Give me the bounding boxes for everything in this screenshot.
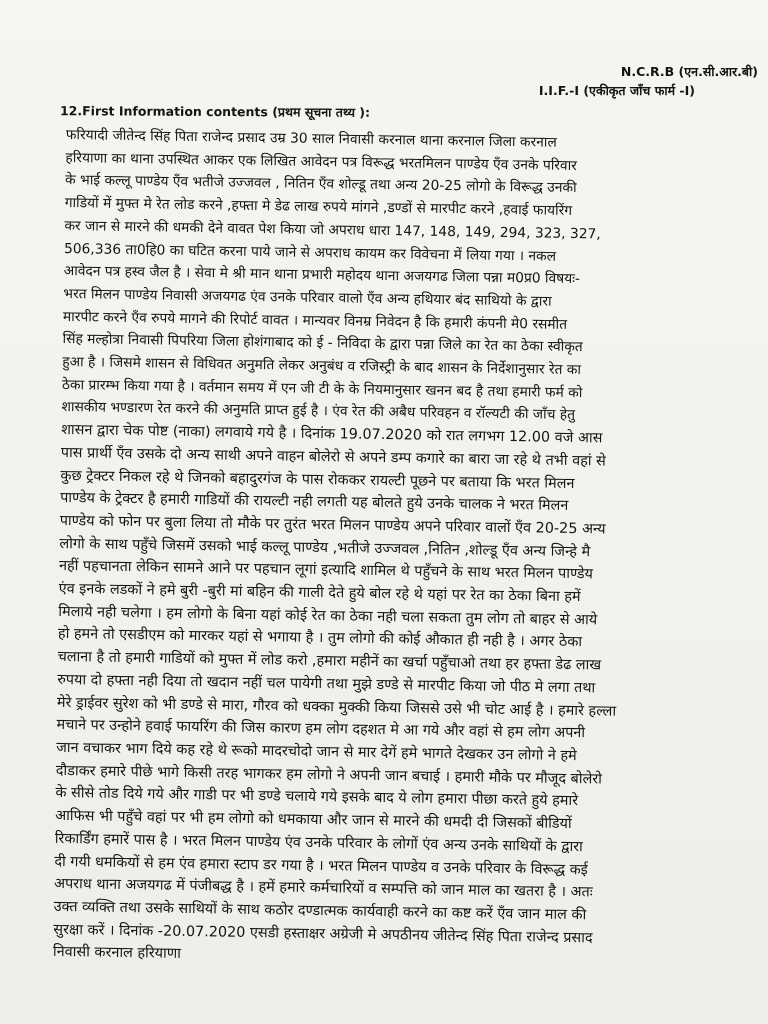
body-line: के भाई कल्लू पाण्डेय एँव भतीजे उज्जवल , नितिन एँव शोल्डू तथा अन्य 20-25 लोगो के विरूद्ध उनकी: [64, 172, 577, 197]
body-line: पास प्रार्थी एँव उसके दो अन्य साथी अपने वाहन बोलेरो से अपने डम्प कगारे का बारा जा रहे थे तभी वहां से: [60, 444, 606, 470]
form-code-ncrb: N.C.R.B (एन.सी.आर.बी): [620, 64, 758, 79]
body-line: हुआ है । जिसमे शासन से विधिवत अनुमति लेकर अनुबंध व रजिस्ट्री के बाद शासन के निर्देशानुसार रेत का: [62, 354, 582, 379]
body-line: ठेका प्रारम्भ किया गया है । वर्तमान समय में एन जी टी के के नियमानुसार खनन बद है तथा हमारी फर्म को: [61, 376, 583, 401]
body-line: जान वचाकर भाग दिये कह रहे थे रूको मादरचोदो जान से मार देगें हमे भागते देखकर उन लोगो ने हमे: [56, 739, 577, 765]
body-line: आफिस भी पहुँचे वहां पर भी हम लोगो को धमकाया और जान से मारने की धमदी दी जिसकों बीडियों: [55, 808, 572, 833]
body-line: उक्त व्यक्ति तथा उसके साथियों के साथ कठोर दण्डात्मक कार्यवाही करने का कष्ट करें एँव जान माल की: [53, 898, 587, 924]
body-line: फरियादी जीतेन्द सिंह पिता राजेन्द प्रसाद उम्र 30 साल निवासी करनाल थाना करनाल जिला करनाल: [65, 126, 557, 151]
body-line: दी गयी धमकियों से हम एंव हमारा स्टाप डर गया है । भरत मिलन पाण्डेय व उनके परिवार के विरूद्ध कई: [54, 853, 588, 878]
body-line: मिलाये नही चलेगा । हम लोगो के बिना यहां कोई रेत का ठेका नही चला सकता तुम लोग तो बाहर से आये: [58, 603, 598, 629]
body-line: लोगो के साथ पहुँचे जिसमें उसको भाई कल्लू पाण्डेय ,भतीजे उज्जवल ,नितिन ,शोल्डू एँव अन्य जिन्हे मै: [59, 535, 591, 560]
body-line: सुरक्षा करें । दिनांक -20.07.2020 एसडी हस्ताक्षर अग्रेजी मे अपठीनय जीतेन्द सिंह पिता राजेन्द प्रसाद: [53, 921, 593, 946]
body-line: शासन द्वारा चेक पोष्ट (नाका) लगवाये गये है । दिनांक 19.07.2020 को रात लगभग 12.00 वजे आस: [61, 422, 603, 447]
body-line: अपराध थाना अजयगढ में पंजीबद्ध है । हमें हमारे कर्मचारियों व सम्पत्ति को जान माल का खतरा है । अतः: [53, 876, 593, 901]
body-line: दौडाकर हमारे पीछे भागे किसी तरह भागकर हम लोगो ने अपनी जान बचाई । हमारी मौके पर मौजूद बोलेरो: [55, 762, 603, 788]
body-line: भरत मिलन पाण्डेय निवासी अजयगढ एंव उनके परिवार वालो एँव अन्य हथियार बंद साथियो के द्वारा: [63, 285, 552, 310]
body-line: 506,336 ता0हि0 का घटित करना पाये जाने से अपराध कायम कर विवेचना में लिया गया । नकल: [63, 240, 557, 265]
body-line: आवेदन पत्र हस्व जैल है । सेवा मे श्री मान थाना प्रभारी महोदय थाना अजयगढ जिला पन्ना म0प्र0 विषयः-: [63, 263, 581, 288]
body-line: रिकार्डिंग हमारें पास है । भरत मिलन पाण्डेय एंव उनके परिवार के लोगों एंव अन्य उनके साथियों के द्वारा: [54, 830, 583, 856]
body-line: मारपीट करने एँव रुपये मागने की रिपोर्ट वावत । मान्यवर विनम्र निवेदन है कि हमारी कंपनी मे0 रसमीत: [62, 308, 568, 333]
body-line: हरियाणा का थाना उपस्थित आकर एक लिखित आवेदन पत्र विरूद्ध भरतमिलन पाण्डेय एँव उनके परिवार: [65, 149, 577, 174]
body-line: चलाना है तो हमारी गाडियों को मुफ्त में लोड करो ,हमारा महीनें का खर्चा पहुँचाओ तथा हर हफ्ता डेढ लाख: [57, 649, 602, 674]
section-title: 12.First Information contents (प्रथम सूचना तथ्य ):: [59, 103, 371, 120]
body-line: शासकीय भण्डारण रेत करने की अनुमति प्राप्त हुई है । एंव रेत की अबैध परिवहन व रॉल्यटी की जाँच हेतु: [61, 399, 576, 424]
fir-body-text: [53, 124, 706, 974]
body-line: मेरे ड्राईवर सुरेश को भी डण्डे से मारा, गौरव को धक्का मुक्की किया जिससे उसे भी चोट आई है । हमारे हल्ला: [56, 694, 617, 720]
body-line: गाडियों में मुफ्त मे रेत लोड करने ,हफ्ता मे डेढ लाख रुपये मांगने ,डण्डों से मारपीट करने ,हवाई फायरिंग: [64, 195, 573, 220]
body-line: एंव इनके लडकों ने हमे बुरी -बुरी मां बहिन की गाली देते हुये बोल रहे थे यहां पर रेत का ठेका बिना हमें: [58, 581, 581, 606]
body-line: निवासी करनाल हरियाणा: [52, 944, 182, 963]
body-line: रुपया दो हफ्ता नही दिया तो खदान नहीं चल पायेगी तथा मुझे डण्डे से मारपीट किया जो पीठ मे लगा तथा: [57, 671, 596, 697]
body-line: सिंह मल्होत्रा निवासी पिपरिया जिला होशंगाबाद को ई - निविदा के द्वारा पन्ना जिले का रेत का ठेका स्वीकृत: [62, 331, 583, 356]
body-line: के सीसे तोड दिये गये और गाडी पर भी डण्डे चलाये गये इसके बाद ये लोग हमारा पीछा करते हुये हमारे: [55, 785, 579, 810]
form-code-iif: I.I.F.-I (एकीकृत जाँच फार्म -I): [538, 83, 695, 98]
form-header: [539, 62, 758, 100]
body-line: मचाने पर उन्होने हवाई फायरिंग की जिस कारण हम लोग दहशत मे आ गये और वहां से हम लोग अपनी: [56, 717, 586, 742]
body-line: कुछ ट्रेक्टर निकल रहे थे जिनको बहादुरगंज के पास रोककर रायल्टी पूछने पर बताया कि भरत मिलन: [60, 467, 575, 492]
body-line: कर जान से मारने की धमकी देने वावत पेश किया जो अपराध धारा 147, 148, 149, 294, 323, 327,: [64, 217, 601, 243]
body-line: हो हमने तो एसडीएम को मारकर यहां से भगाया है । तुम लोगो की कोई औकात ही नही है । अगर ठेका: [57, 626, 583, 651]
body-line: पाण्डेय के ट्रेक्टर है हमारी गाडियों की रायल्टी नही लगती यह बोलते हुये उनके चालक ने भरत मिलन: [59, 490, 569, 515]
body-line: पाण्डेय को फोन पर बुला लिया तो मौके पर तुरंत भरत मिलन पाण्डेय अपने परिवार वालों एँव 20-25 अन्य: [59, 512, 606, 538]
body-line: नहीं पहचानता लेकिन सामने आने पर पहचान लूगां इत्यादि शामिल थे पहुँचने के साथ भरत मिलन पाण्डेय: [58, 558, 594, 583]
